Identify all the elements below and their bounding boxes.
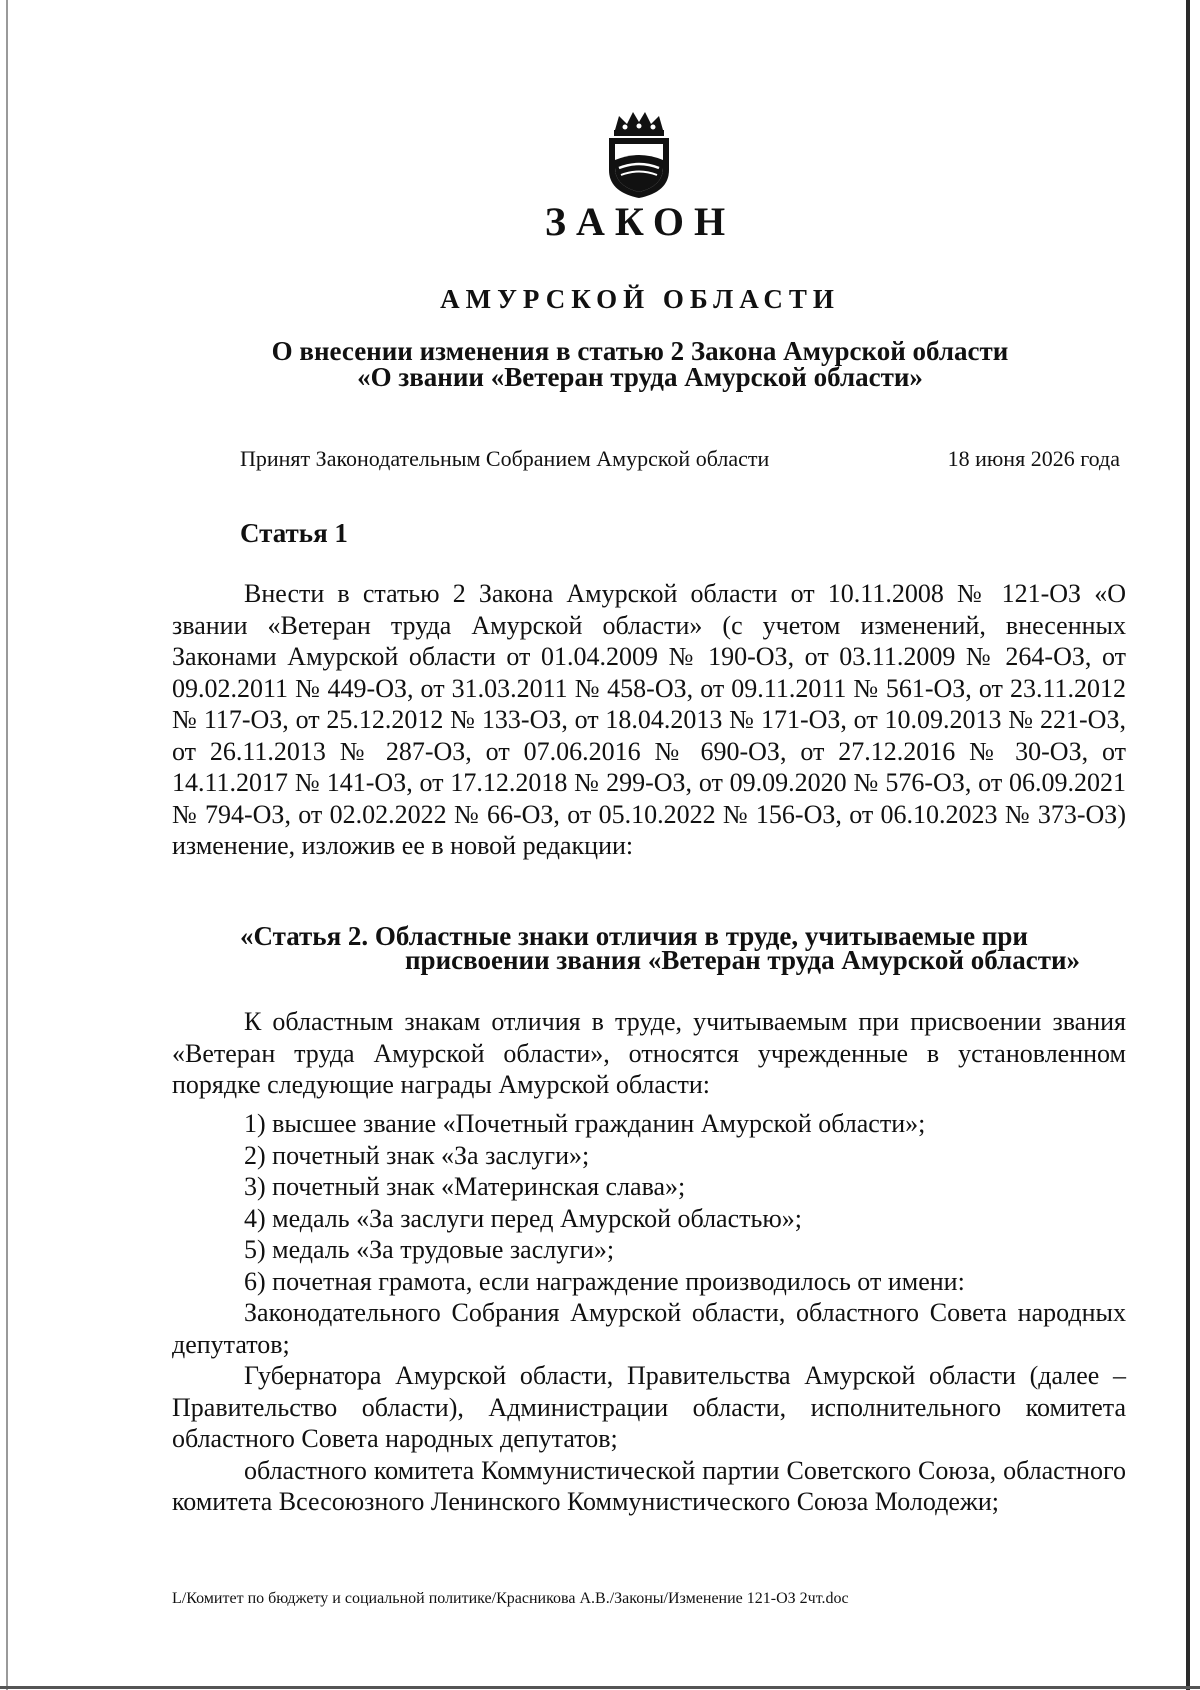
list-item: 6) почетная грамота, если награждение производилось от имени: bbox=[244, 1266, 965, 1296]
article1-title: Статья 1 bbox=[240, 518, 348, 548]
list-item: 1) высшее звание «Почетный гражданин Амурской области»; bbox=[244, 1109, 926, 1138]
footer-file-path: L/Комитет по бюджету и социальной политике/Красникова А.В./Законы/Изменение 121-ОЗ 2чт.doc bbox=[172, 1590, 849, 1607]
paragraph: Губернатора Амурской области, Правительства Амурской области (далее – Правительство области), Администрации области, исполнительного комитета областного Совета народных депутатов; bbox=[172, 1361, 1126, 1453]
adopted-by: Принят Законодательным Собранием Амурской области bbox=[240, 446, 770, 471]
page-edge-left bbox=[6, 0, 8, 1690]
law-heading bbox=[200, 338, 1080, 390]
paragraph: Законодательного Собрания Амурской области, областного Совета народных депутатов; bbox=[172, 1298, 1126, 1359]
list-item: 3) почетный знак «Материнская слава»; bbox=[244, 1172, 686, 1201]
adoption-line bbox=[240, 446, 1120, 472]
document-subtitle: АМУРСКОЙ ОБЛАСТИ bbox=[440, 284, 840, 314]
page-edge-bottom bbox=[0, 1686, 1200, 1689]
list-item: 4) медаль «За заслуги перед Амурской областью»; bbox=[244, 1203, 802, 1233]
article2-title bbox=[240, 921, 1126, 975]
law-heading-line1: О внесении изменения в статью 2 Закона Амурской области bbox=[271, 336, 1009, 366]
paragraph: областного комитета Коммунистической партии Советского Союза, областного комитета Всесоюзного Ленинского Коммунистического Союза Молодежи; bbox=[172, 1455, 1126, 1516]
list-item: 5) медаль «За трудовые заслуги»; bbox=[244, 1235, 615, 1264]
coat-of-arms-icon bbox=[601, 108, 677, 200]
list-item: 2) почетный знак «За заслуги»; bbox=[244, 1140, 590, 1170]
article1-text: Внести в статью 2 Закона Амурской области от 10.11.2008 № 121-ОЗ «О звании «Ветеран труда Амурской области» (с учетом изменений, внесенных Законами Амурской области от 01.04.2009 № 190-ОЗ, от 03.11.2009 № 264-ОЗ, от 09.02.2011 № 449-ОЗ, от 31.03.2011 № 458-ОЗ, от 09.11.2011 № 561-ОЗ, от 23.11.2012 № 117-ОЗ, от 25.12.2012 № 133-ОЗ, от 18.04.2013 № 171-ОЗ, от 10.09.2013 № 221-ОЗ, от 26.11.2013 № 287-ОЗ, от 07.06.2016 № 690-ОЗ, от 27.12.2016 № 30-ОЗ, от 14.11.2017 № 141-ОЗ, от 17.12.2018 № 299-ОЗ, от 09.09.2020 № 576-ОЗ, от 06.09.2021 № 794-ОЗ, от 02.02.2022 № 66-ОЗ, от 05.10.2022 № 156-ОЗ, от 06.10.2023 № 373-ОЗ) изменение, изложив ее в новой редакции: bbox=[172, 579, 1126, 860]
page-edge-right bbox=[1186, 0, 1190, 1690]
article2-title-line2: присвоении звания «Ветеран труда Амурской области» bbox=[405, 945, 1081, 975]
law-heading-line2: «О звании «Ветеран труда Амурской области» bbox=[357, 362, 923, 392]
awards-list bbox=[172, 1108, 1126, 1518]
article2-title-line1: «Статья 2. Областные знаки отличия в труде, учитываемые при bbox=[240, 921, 1028, 951]
document-title: ЗАКОН bbox=[544, 199, 736, 244]
adopted-date: 18 июня 2026 года bbox=[947, 446, 1120, 471]
article2-intro: К областным знакам отличия в труде, учитываемым при присвоении звания «Ветеран труда Амурской области», относятся учрежденные в установленном порядке следующие награды Амурской области: bbox=[172, 1007, 1126, 1099]
